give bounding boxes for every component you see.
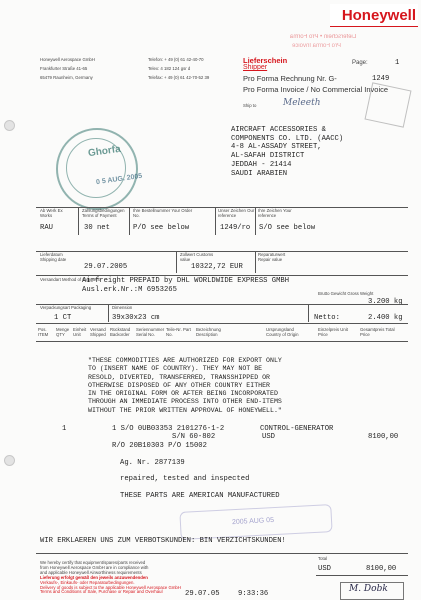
notice-line: THROUGH AN IMMEDIATE PROCESS INTO OTHER END-ITEMS	[88, 398, 282, 406]
contact-telex: Telex: 4 182 124 gsr d	[148, 66, 191, 71]
item-serial: S/N 60-802	[172, 433, 216, 441]
sender-city: 65479 Raunheim, Germany	[40, 75, 93, 80]
col-unit-price: Einzelpreis Unit Price	[318, 327, 348, 337]
item-manufacture-note: THESE PARTS ARE AMERICAN MANUFACTURED	[120, 492, 280, 500]
consignee-line: AL-SAFAH DISTRICT	[231, 152, 305, 161]
page-number: 1	[395, 59, 400, 67]
item-repaired-note: repaired, tested and inspected	[120, 475, 250, 483]
footer-small-line: and applicable Honeywell Airworthiness requirements	[40, 570, 142, 575]
notice-line: IN THE ORIGINAL FORM OR AFTER BEING INCORPORATED	[88, 390, 278, 398]
consignee-line: COMPONENTS CO. LTD. (AACC)	[231, 134, 344, 143]
ghorfa-stamp-date: 0 5 AUG. 2005	[95, 172, 143, 187]
package-count: 1 CT	[54, 314, 72, 322]
dimension-label: Dimension	[112, 305, 133, 310]
total-label: Total	[318, 556, 328, 561]
order-no-value: P/O see below	[133, 224, 190, 232]
proforma-en-label: Pro Forma Invoice / No Commercial Invoice	[243, 85, 389, 94]
ex-works-label: Ab Werk Ex Works	[40, 208, 63, 218]
item-description: CONTROL-GENERATOR	[260, 425, 334, 433]
signature-box	[340, 582, 404, 600]
footer-certification	[40, 560, 148, 575]
col-shipped: Versand Shipped	[90, 327, 106, 337]
notice-line: OTHERWISE DISPOSED OF ANY OTHER COUNTRY EITHER	[88, 381, 271, 389]
col-origin: Ursprungsland Country of Origin	[266, 327, 299, 337]
your-reference-label: Ihre Zeichen Your reference	[258, 208, 292, 218]
declaration-text: WIR ERKLAEREN UNS ZUM VERBOTSKUNDEN: BIN VERZICHTSKUNDEN!	[40, 537, 286, 545]
col-part-no: Teile-Nr. Part No.	[166, 327, 191, 337]
payment-terms-value: 30 net	[84, 224, 110, 232]
print-time: 9:33:36	[238, 590, 269, 598]
item-line1: 1 S/O 0UB03353 2101276-1-2	[112, 425, 225, 433]
col-backorder: Rückstand Backorder	[110, 327, 131, 337]
footer-terms-line: Terms and Conditions of Sale, Purchase or Repair and Overhaul	[40, 589, 163, 595]
col-total-price: Gesamtpreis Total Price	[360, 327, 395, 337]
repair-value-label: Reparaturwert Repair value	[258, 252, 286, 262]
contact-phone: Telefon: + 49 (0) 61 42-40-70	[148, 57, 204, 62]
sender-street: Frankfurter Straße 41-65	[40, 66, 88, 71]
page-label: Page:	[352, 60, 368, 66]
shipping-date-value: 29.07.2005	[84, 263, 128, 271]
lieferschein-label: Lieferschein	[243, 56, 288, 65]
col-item: Pos. ITEM	[38, 327, 49, 337]
punch-hole-bottom	[4, 455, 15, 466]
ghorfa-stamp	[56, 128, 138, 210]
gross-weight-value: 3.200 kg	[368, 298, 403, 306]
our-reference-label: Unser Zeichen Our reference	[218, 208, 255, 218]
customs-value: 10322,72 EUR	[191, 263, 243, 271]
payment-terms-label: Zahlungsbedingungen Terms of Payment	[82, 208, 125, 218]
ship-to-label: Ship to	[243, 103, 257, 108]
footer-small-line: We hereby certify that equipment/spares/parts received	[40, 560, 146, 565]
package-dimensions: 39x30x23 cm	[112, 314, 160, 322]
consignee-line: AIRCRAFT ACCESSORIES &	[231, 126, 326, 134]
contact-fax: Telefax: + 49 (0) 61 42-70-52 39	[148, 75, 210, 80]
consignee-address	[231, 126, 343, 178]
footer-terms	[40, 576, 181, 595]
shipment-method-label: Versandart Method of shipment	[40, 277, 100, 282]
our-reference-value: 1249/ro	[220, 224, 251, 232]
footer-terms-line: Lieferung erfolgt gemäß den jeweils anzuwendenden	[40, 575, 148, 580]
customs-value-label: Zollwert Customs value	[180, 252, 214, 262]
net-weight-value: 2.400 kg	[368, 314, 403, 322]
shipment-method-line1: Airfreight PREPAID by DHL WORLDWIDE EXPRESS GMBH	[82, 277, 290, 285]
notice-line: WITHOUT THE PRIOR WRITTEN APPROVAL OF HONEYWELL."	[88, 406, 282, 414]
footer-small-line: from Honeywell Aerospace GmbH are in compliance with	[40, 565, 149, 570]
item-ro-po: R/O 20B10303 P/O 15002	[112, 442, 207, 450]
col-description: Bezeichnung Description	[196, 327, 221, 337]
item-currency: USD	[262, 433, 275, 441]
total-value: 8100,00	[366, 565, 397, 573]
item-ag-number: Ag. Nr. 2877139	[120, 459, 185, 467]
bleed-through-text-1: Lieferschein • Pro Forma	[290, 34, 357, 40]
notice-line: TO (INSERT NAME OF COUNTRY). THEY MAY NOT BE	[88, 365, 263, 373]
col-serial: Seriennummer Serial No.	[136, 327, 165, 337]
bleed-through-text-2: Pro Forma Invoice	[292, 43, 342, 49]
invoice-doc-number: 1249	[372, 75, 390, 83]
shipping-date-label: Lieferdatum Shipping date	[40, 252, 67, 262]
total-currency: USD	[318, 565, 331, 573]
seal-stamp	[364, 82, 411, 127]
consignee-line: SAUDI ARABIEN	[231, 169, 288, 178]
notice-line: "THESE COMMODITIES ARE AUTHORIZED FOR EXPORT ONLY	[88, 357, 282, 364]
gross-weight-label: Brutto Gewicht Gross Weight	[318, 291, 374, 296]
footer-terms-line: Delivery of goods is subject to the applicable Honeywell Aerospace GmbH	[40, 584, 181, 590]
notice-line: RESOLD, DIVERTED, TRANSFERRED, TRANSSHIPPED OR	[88, 373, 271, 381]
item-total-price: 8100,00	[368, 433, 399, 441]
consignee-line: JEDDAH - 21414	[231, 160, 292, 169]
export-notice	[88, 357, 282, 415]
shipment-method-line2: Ausl.erk.Nr.:M 6953265	[82, 286, 177, 294]
shipper-label: Shipper	[243, 64, 268, 71]
handwritten-signature: Meleeth	[283, 98, 321, 108]
footer-terms-line: Verkaufs-, Einkaufs- oder Reparaturbedingungen.	[40, 579, 135, 585]
col-unit: Einheit Unit	[73, 327, 87, 337]
proforma-de-label: Pro Forma Rechnung Nr. G-	[243, 74, 337, 83]
ex-works-value: RAU	[40, 224, 53, 232]
ghorfa-stamp-text: Ghorfa	[87, 143, 122, 160]
footer-signature: M. Dobk	[349, 584, 388, 594]
sender-company: Honeywell Aerospace GmbH	[40, 57, 95, 62]
item-position: 1	[62, 425, 67, 433]
customs-stamp-bottom-text: 2005 AUG 05	[231, 516, 275, 527]
col-qty: Menge QTY	[56, 327, 70, 337]
net-weight-label: Netto:	[314, 314, 340, 322]
honeywell-logo	[330, 4, 418, 27]
your-reference-value: S/O see below	[259, 224, 316, 232]
punch-hole-top	[4, 120, 15, 131]
packaging-label: Verpackungsart Packaging	[40, 305, 92, 310]
consignee-line: 4-8 AL-ASSADY STREET,	[231, 143, 322, 152]
order-no-label: Ihre Bestellnummer Your Order No.	[133, 208, 193, 218]
print-date: 29.07.05	[185, 590, 220, 598]
logo-text: Honeywell	[341, 7, 416, 24]
